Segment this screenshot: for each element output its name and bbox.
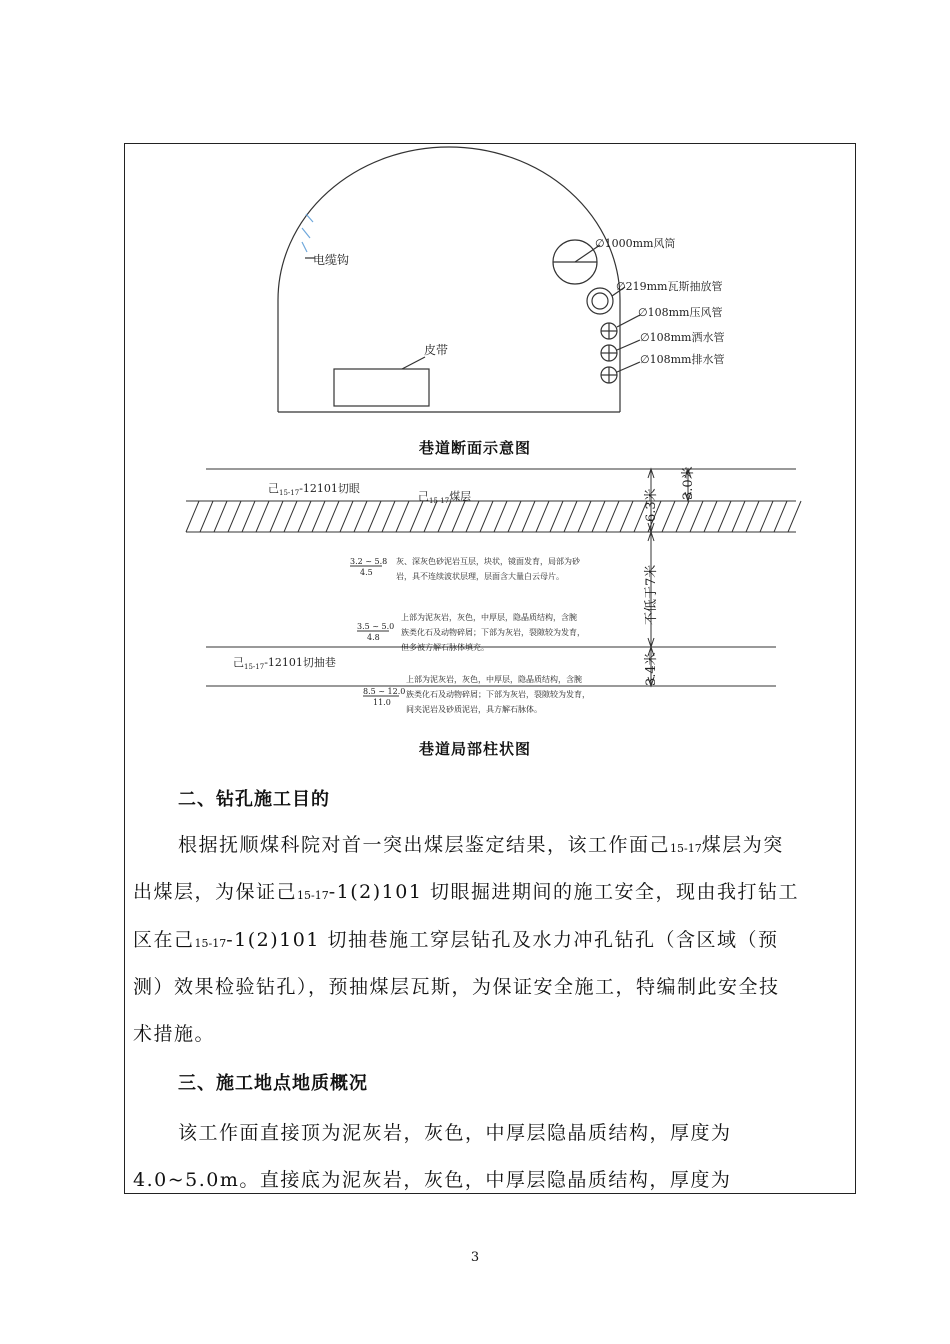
belt-box	[334, 369, 429, 406]
layer3-desc-3: 间夹泥岩及砂质泥岩，具方解石脉体。	[406, 705, 542, 714]
section2-line1: 根据抚顺煤科院对首一突出煤层鉴定结果，该工作面己15-17煤层为突	[178, 834, 784, 856]
dim-7m: 不低于7米	[644, 564, 659, 625]
page-number: 3	[470, 1250, 480, 1265]
label-air-pipe: ∅108mm压风管	[638, 306, 723, 319]
dim-6-3m: 6.3米	[644, 488, 659, 522]
layer3-desc-1: 上部为泥灰岩，灰色，中厚层，隐晶质结构，含腕	[406, 675, 582, 684]
label-water-pipe: ∅108mm洒水管	[640, 331, 725, 344]
label-coal-seam: 己$_{15-17}$煤层	[418, 490, 472, 505]
section-diagram-caption: 巷道断面示意图	[418, 439, 531, 457]
label-belt: 皮带	[424, 343, 449, 357]
label-vent-duct: ∅1000mm风筒	[595, 237, 676, 250]
roadway-section-diagram	[0, 0, 950, 430]
layer2-desc-2: 族类化石及动物碎屑；下部为灰岩，裂隙较为发育，	[401, 628, 585, 637]
section3-line2: 4.0~5.0m。直接底为泥灰岩，灰色，中厚层隐晶质结构，厚度为	[133, 1169, 732, 1191]
layer1-desc-1: 灰、深灰色砂泥岩互层，块状，镜面发育，局部为砂	[396, 557, 580, 566]
label-drain-pipe: ∅108mm排水管	[640, 353, 725, 366]
dim-3-4m: 3.4米	[644, 652, 659, 686]
section2-heading: 二、钻孔施工目的	[178, 789, 330, 810]
section3-heading: 三、施工地点地质概况	[178, 1073, 368, 1094]
coal-seam-hatch	[186, 501, 801, 532]
layer1-avg: 4.5	[360, 568, 373, 577]
label-eye-cut: 己$_{15-17}$-12101切眼	[268, 482, 360, 497]
section2-line2: 出煤层，为保证己15-17-1(2)101 切眼掘进期间的施工安全，现由我打钻工	[133, 881, 799, 903]
section2-line3: 区在己15-17-1(2)101 切抽巷施工穿层钻孔及水力冲孔钻孔（含区域（预	[133, 929, 779, 951]
label-gas-pipe: ∅219mm瓦斯抽放管	[616, 280, 723, 293]
dim-3-0m: 3.0米	[681, 466, 696, 500]
layer2-avg: 4.8	[367, 633, 380, 642]
layer3-range: 8.5 ~ 12.0	[363, 687, 406, 696]
section2-line4: 测）效果检验钻孔），预抽煤层瓦斯，为保证安全施工，特编制此安全技	[133, 976, 780, 998]
label-drain-roadway: 己$_{15-17}$-12101切抽巷	[233, 656, 336, 671]
gas-pipe-symbol	[587, 288, 613, 314]
label-cable-hook: 电缆钩	[313, 253, 350, 267]
strata-column-diagram	[0, 460, 950, 730]
layer2-desc-1: 上部为泥灰岩，灰色，中厚层，隐晶质结构，含腕	[401, 613, 577, 622]
section2-line5: 术措施。	[133, 1023, 216, 1045]
layer3-avg: 11.0	[373, 698, 391, 707]
layer2-desc-3: 但多被方解石脉体填充。	[401, 643, 489, 652]
section3-line1: 该工作面直接顶为泥灰岩，灰色，中厚层隐晶质结构，厚度为	[178, 1122, 732, 1144]
column-diagram-caption: 巷道局部柱状图	[418, 740, 531, 758]
arch-outline	[278, 147, 620, 412]
layer3-desc-2: 族类化石及动物碎屑；下部为灰岩，裂隙较为发育，	[406, 690, 590, 699]
layer1-range: 3.2 ~ 5.8	[350, 557, 388, 566]
layer1-desc-2: 岩，具不连续波状层理，层面含大量白云母片。	[396, 572, 564, 581]
layer2-range: 3.5 ~ 5.0	[357, 622, 395, 631]
